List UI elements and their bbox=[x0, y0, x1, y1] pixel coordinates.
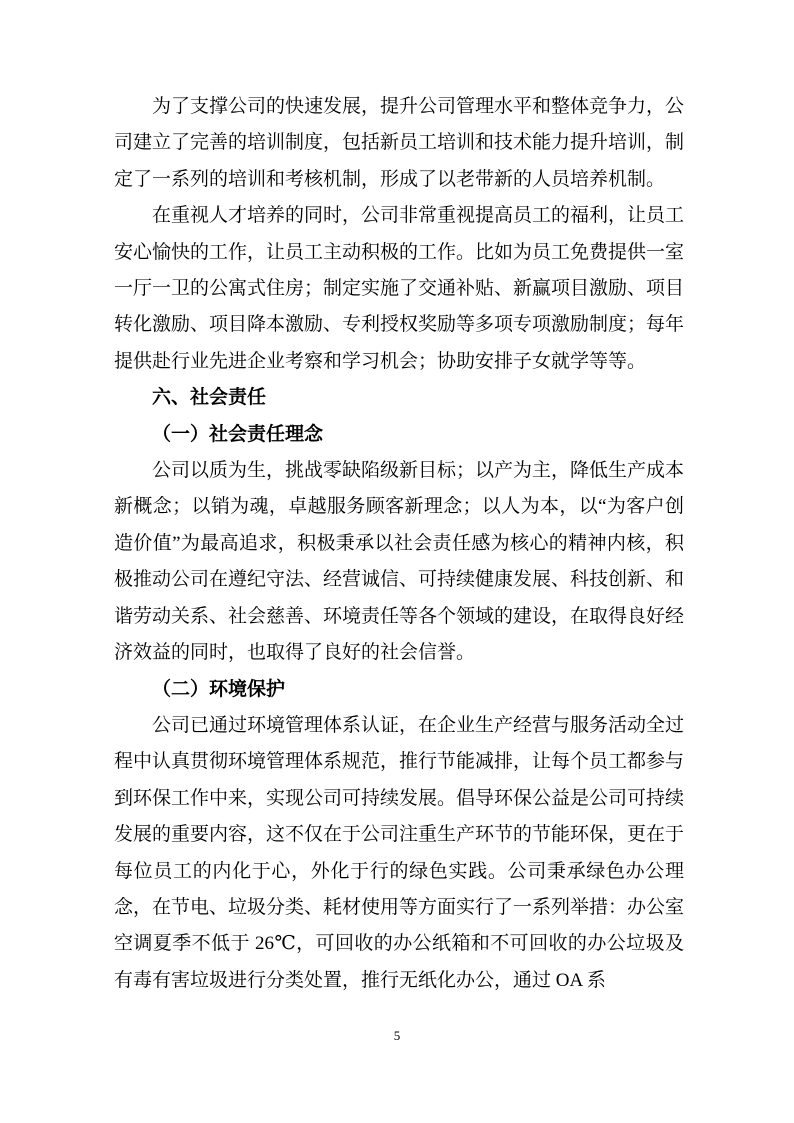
subsection-heading-responsibility-concept: （一）社会责任理念 bbox=[152, 423, 324, 445]
paragraph-training-system: 为了支撑公司的快速发展，提升公司管理水平和整体竞争力，公司建立了完善的培训制度，包括新员工培训和技术能力提升培训，制定了一系列的培训和考核机制，形成了以老带新的人员培养机制。 bbox=[114, 96, 685, 190]
paragraph-environmental-protection: 公司已通过环境管理体系认证，在企业生产经营与服务活动全过程中认真贯彻环境管理体系规范，推行节能减排，让每个员工都参与到环保工作中来，实现公司可持续发展。倡导环保公益是公司可持续发展的重要内容，这不仅在于公司注重生产环节的节能环保，更在于每位员工的内化于心，外化于行的绿色实践。公司秉承绿色办公理念，在节电、垃圾分类、耗材使用等方面实行了一系列举措：办公室空调夏季不低于 26℃，可回收的办公纸箱和不可回收的办公垃圾及有毒有害垃圾进行分类处置，推行无纸化办公，通过 OA 系 bbox=[114, 714, 685, 991]
subsection-heading-environmental-protection: （二）环境保护 bbox=[152, 678, 286, 700]
paragraph-responsibility-concept: 公司以质为生，挑战零缺陷级新目标；以产为主，降低生产成本新概念；以销为魂，卓越服务顾客新理念；以人为本，以“为客户创造价值”为最高追求，积极秉承以社会责任感为核心的精神内核，积极推动公司在遵纪守法、经营诚信、可持续健康发展、科技创新、和谐劳动关系、社会慈善、环境责任等各个领域的建设，在取得良好经济效益的同时，也取得了良好的社会信誉。 bbox=[114, 460, 685, 664]
paragraph-employee-welfare: 在重视人才培养的同时，公司非常重视提高员工的福利，让员工安心愉快的工作，让员工主动积极的工作。比如为员工免费提供一室一厅一卫的公寓式住房；制定实施了交通补贴、新赢项目激励、项目转化激励、项目降本激励、专利授权奖励等多项专项激励制度；每年提供赴行业先进企业考察和学习机会；协助安排子女就学等等。 bbox=[114, 205, 685, 372]
section-heading-social-responsibility: 六、社会责任 bbox=[152, 387, 267, 409]
document-content bbox=[114, 89, 684, 999]
page-number: 5 bbox=[393, 1028, 401, 1043]
page-footer bbox=[0, 1027, 794, 1045]
